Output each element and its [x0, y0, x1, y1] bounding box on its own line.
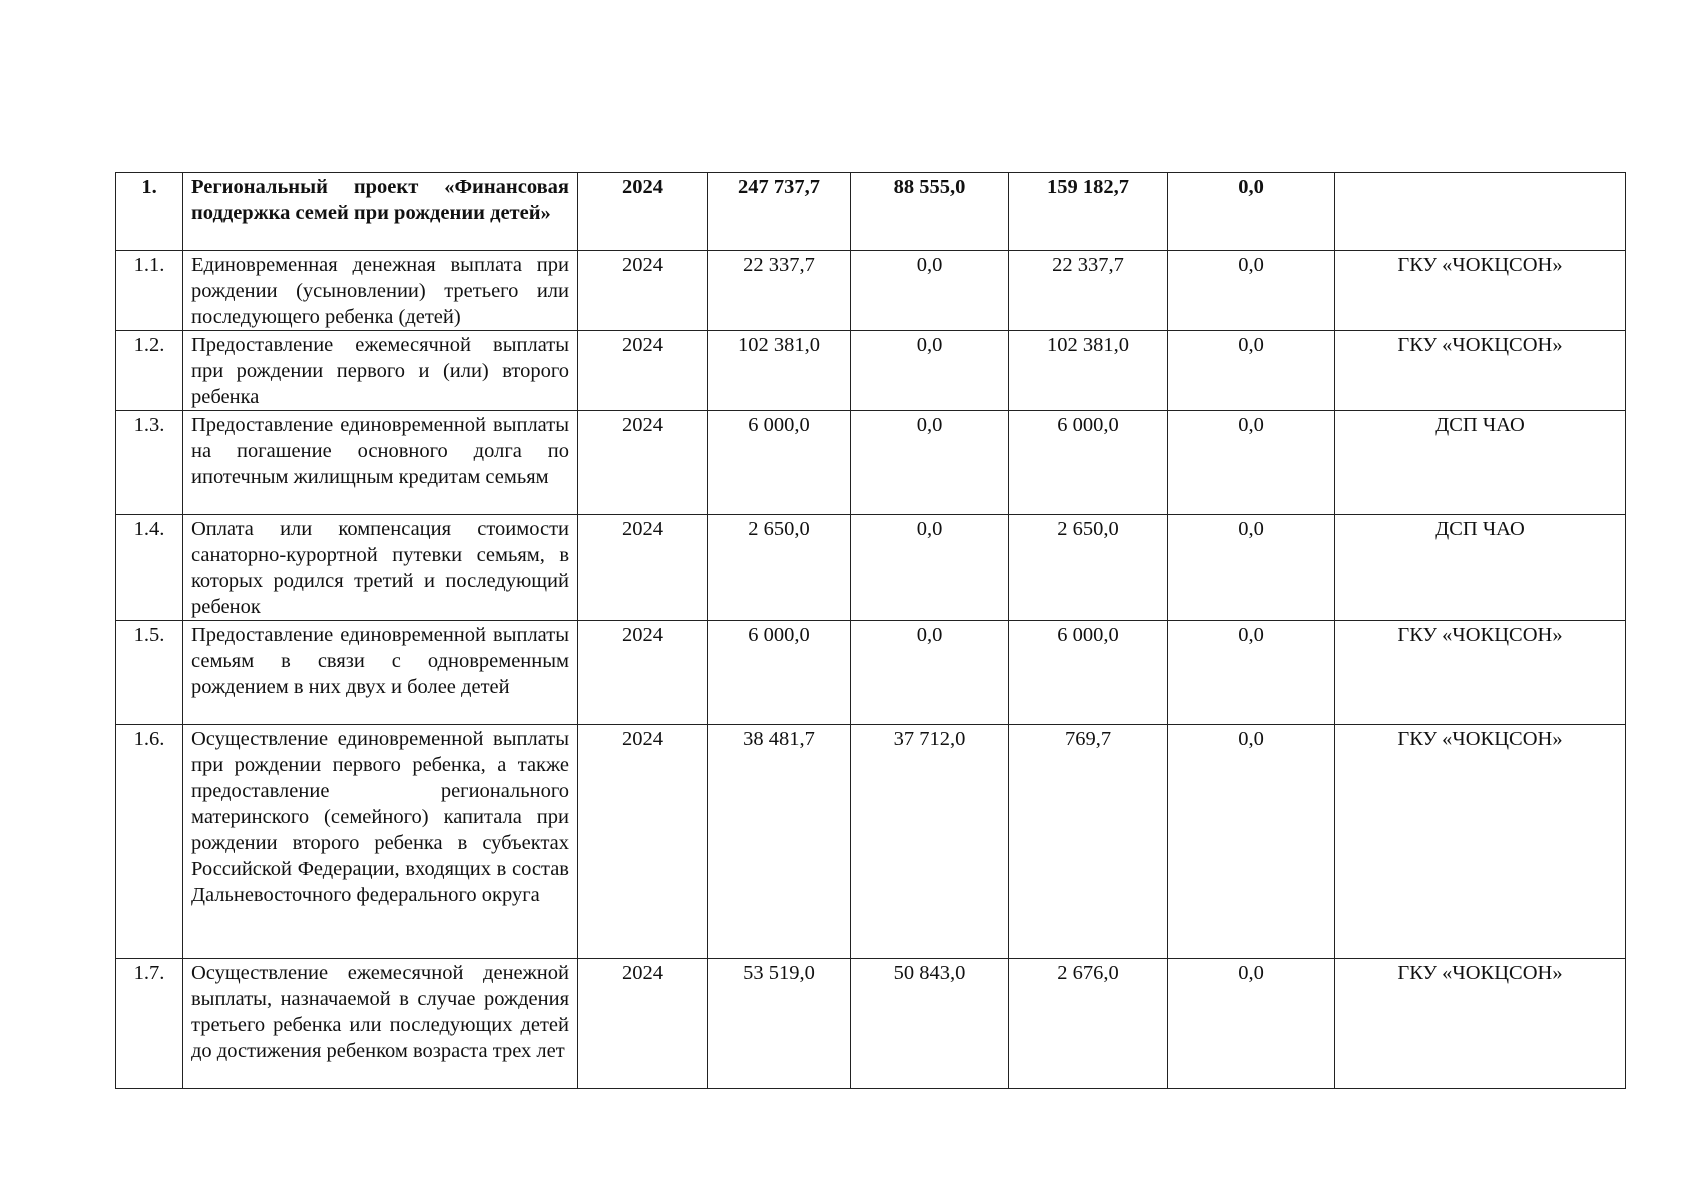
row-total: 22 337,7 — [708, 251, 851, 331]
row-executor: ГКУ «ЧОКЦСОН» — [1335, 725, 1626, 959]
row-total: 6 000,0 — [708, 411, 851, 515]
table-row — [116, 621, 1626, 725]
row-executor: ГКУ «ЧОКЦСОН» — [1335, 621, 1626, 725]
row-other-sources: 0,0 — [1168, 411, 1335, 515]
row-federal-budget: 0,0 — [851, 331, 1009, 411]
row-other-sources: 0,0 — [1168, 959, 1335, 1089]
row-other-sources: 0,0 — [1168, 621, 1335, 725]
row-number: 1. — [116, 173, 183, 251]
row-executor: ГКУ «ЧОКЦСОН» — [1335, 331, 1626, 411]
row-regional-budget: 102 381,0 — [1009, 331, 1168, 411]
row-total: 6 000,0 — [708, 621, 851, 725]
table-row — [116, 515, 1626, 621]
row-year: 2024 — [578, 621, 708, 725]
row-year: 2024 — [578, 331, 708, 411]
row-year: 2024 — [578, 251, 708, 331]
row-number: 1.5. — [116, 621, 183, 725]
row-name: Предоставление ежемесячной выплаты при рождении первого и (или) второго ребенка — [183, 331, 578, 411]
row-year: 2024 — [578, 411, 708, 515]
table-row — [116, 173, 1626, 251]
row-federal-budget: 50 843,0 — [851, 959, 1009, 1089]
row-total: 38 481,7 — [708, 725, 851, 959]
table-body — [116, 173, 1626, 1089]
row-regional-budget: 6 000,0 — [1009, 411, 1168, 515]
row-other-sources: 0,0 — [1168, 725, 1335, 959]
row-number: 1.1. — [116, 251, 183, 331]
table-row — [116, 959, 1626, 1089]
row-regional-budget: 6 000,0 — [1009, 621, 1168, 725]
row-other-sources: 0,0 — [1168, 331, 1335, 411]
row-federal-budget: 37 712,0 — [851, 725, 1009, 959]
row-total: 53 519,0 — [708, 959, 851, 1089]
row-other-sources: 0,0 — [1168, 515, 1335, 621]
row-name: Осуществление ежемесячной денежной выплаты, назначаемой в случае рождения третьего ребенка или последующих детей до достижения ребенком возраста трех лет — [183, 959, 578, 1089]
row-year: 2024 — [578, 173, 708, 251]
row-executor: ДСП ЧАО — [1335, 411, 1626, 515]
row-regional-budget: 769,7 — [1009, 725, 1168, 959]
row-total: 2 650,0 — [708, 515, 851, 621]
row-executor: ГКУ «ЧОКЦСОН» — [1335, 959, 1626, 1089]
row-executor — [1335, 173, 1626, 251]
row-number: 1.2. — [116, 331, 183, 411]
row-regional-budget: 2 676,0 — [1009, 959, 1168, 1089]
row-other-sources: 0,0 — [1168, 251, 1335, 331]
row-federal-budget: 88 555,0 — [851, 173, 1009, 251]
row-number: 1.3. — [116, 411, 183, 515]
table-row — [116, 251, 1626, 331]
budget-table — [115, 172, 1626, 1089]
row-name: Единовременная денежная выплата при рождении (усыновлении) третьего или последующего ребенка (детей) — [183, 251, 578, 331]
row-regional-budget: 159 182,7 — [1009, 173, 1168, 251]
row-year: 2024 — [578, 725, 708, 959]
row-regional-budget: 22 337,7 — [1009, 251, 1168, 331]
table-row — [116, 725, 1626, 959]
row-name: Региональный проект «Финансовая поддержка семей при рождении детей» — [183, 173, 578, 251]
row-year: 2024 — [578, 959, 708, 1089]
row-number: 1.4. — [116, 515, 183, 621]
row-number: 1.6. — [116, 725, 183, 959]
row-name: Оплата или компенсация стоимости санаторно-курортной путевки семьям, в которых родился третий и последующий ребенок — [183, 515, 578, 621]
row-number: 1.7. — [116, 959, 183, 1089]
row-federal-budget: 0,0 — [851, 515, 1009, 621]
row-total: 247 737,7 — [708, 173, 851, 251]
row-executor: ГКУ «ЧОКЦСОН» — [1335, 251, 1626, 331]
row-regional-budget: 2 650,0 — [1009, 515, 1168, 621]
row-name: Осуществление единовременной выплаты при рождении первого ребенка, а также предоставление регионального материнского (семейного) капитала при рождении второго ребенка в субъектах Российской Федерации, входящих в состав Дальневосточного федерального округа — [183, 725, 578, 959]
row-federal-budget: 0,0 — [851, 621, 1009, 725]
row-name: Предоставление единовременной выплаты на погашение основного долга по ипотечным жилищным кредитам семьям — [183, 411, 578, 515]
row-year: 2024 — [578, 515, 708, 621]
row-other-sources: 0,0 — [1168, 173, 1335, 251]
row-executor: ДСП ЧАО — [1335, 515, 1626, 621]
table-row — [116, 331, 1626, 411]
row-federal-budget: 0,0 — [851, 411, 1009, 515]
row-name: Предоставление единовременной выплаты семьям в связи с одновременным рождением в них двух и более детей — [183, 621, 578, 725]
row-federal-budget: 0,0 — [851, 251, 1009, 331]
row-total: 102 381,0 — [708, 331, 851, 411]
table-row — [116, 411, 1626, 515]
